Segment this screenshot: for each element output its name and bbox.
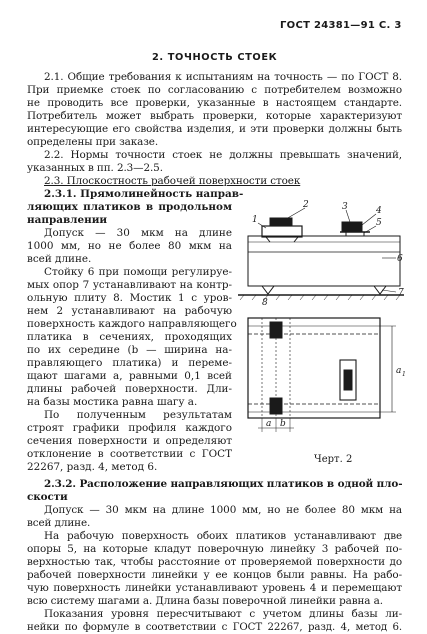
text-line: нем 2 устанавливают на рабочую	[27, 305, 232, 317]
text-line: На рабочую поверхность обоих платиков устанавливают две	[44, 530, 402, 542]
clause-heading: 2.3.2. Расположение направляющих платиков в одной пло-	[44, 478, 403, 490]
text-line: на базы мостика равна шагу a.	[27, 396, 198, 408]
adjustable-support	[374, 286, 386, 294]
text-line: всей длине.	[27, 253, 92, 265]
figure-label-a1: a	[396, 366, 402, 376]
figure-label-6: 6	[397, 254, 403, 264]
text-line: платика в сечениях, проходящих	[27, 331, 232, 343]
figure-label-a1-sub: 1	[402, 371, 406, 378]
level-on-straightedge	[342, 222, 362, 231]
text-line: По полученным результатам	[44, 409, 232, 421]
text-line: по их середине (b — ширина на-	[27, 344, 232, 356]
text-line: отклонение в соответствии с ГОСТ	[27, 448, 232, 460]
stand-body	[248, 236, 400, 286]
text-line: щают шагами a, равными 0,1 всей	[27, 370, 232, 382]
figure-label-2: 2	[303, 200, 309, 210]
figure-label-5: 5	[376, 218, 382, 228]
figure-label-3: 3	[342, 202, 348, 212]
text-line: Допуск — 30 мкм на длине	[44, 227, 232, 239]
bridge-plan	[270, 322, 282, 338]
text-line: указанных в пп. 2.3—2.5.	[27, 162, 163, 174]
bridge-plan	[270, 398, 282, 414]
adjustable-support	[262, 286, 274, 294]
clause-heading: направлении	[27, 214, 108, 226]
text-line: поверхность каждого направляющего	[27, 318, 237, 330]
text-line: мых опор 7 устанавливают на контр-	[27, 279, 232, 291]
text-line: Показания уровня пересчитывают с учетом длины базы ли-	[44, 608, 402, 620]
text-line: 2.2. Нормы точности стоек не должны превышать значений,	[44, 149, 402, 161]
section-title: 2. ТОЧНОСТЬ СТОЕК	[152, 52, 278, 63]
text-line: строят графики профиля каждого	[27, 422, 232, 434]
straightedge-plan	[340, 360, 356, 400]
text-line: ольную плиту 8. Мостик 1 с уров-	[27, 292, 232, 304]
text-line: всей длине.	[27, 517, 91, 529]
figure-label-4: 4	[376, 206, 382, 216]
text-line: всю систему шагами a. Длина базы поверочной линейки равна a.	[27, 595, 383, 607]
text-line: определены при заказе.	[27, 136, 159, 148]
text-line: 22267, разд. 4, метод 6.	[27, 461, 158, 473]
text-line: Стойку 6 при помощи регулируе-	[44, 266, 232, 278]
text-line: интересующие его свойства изделия, и эти проверки должны быть	[27, 123, 402, 135]
level-device	[270, 218, 292, 226]
figure-label-7: 7	[398, 288, 404, 298]
text-line: рабочей поверхности линейки у ее концов были равны. На рабо-	[27, 569, 402, 581]
text-line: не проводить все проверки, указанные в настоящем стандарте.	[27, 97, 402, 109]
figure-label-b: b	[280, 419, 286, 429]
subsection-title: 2.3. Плоскостность рабочей поверхности стоек	[44, 175, 301, 187]
figure-label-1: 1	[252, 215, 258, 225]
text-line: При приемке стоек по согласованию с потребителем возможно	[27, 84, 402, 96]
text-line: длины рабочей поверхности. Дли-	[27, 383, 232, 395]
text-line: правляющего платика) и переме-	[27, 357, 232, 369]
bridge	[262, 226, 302, 237]
text-line: 2.1. Общие требования к испытаниям на точность — по ГОСТ 8.	[44, 71, 402, 83]
clause-heading: ляющих платиков в продольном	[27, 201, 232, 213]
text-line: 1000 мм, но не более 80 мкм на	[27, 240, 232, 252]
clause-heading: скости	[27, 491, 68, 503]
figure-caption: Черт. 2	[314, 454, 353, 465]
text-line: нейки по формуле в соответствии с ГОСТ 22267, разд. 4, метод 6.	[27, 622, 402, 633]
text-line: Допуск — 30 мкм на длине 1000 мм, но не более 80 мкм на	[44, 504, 402, 516]
clause-heading: 2.3.1. Прямолинейность направ-	[44, 188, 244, 200]
text-line: чую поверхность линейки устанавливают уровень 4 и перемещают	[27, 582, 402, 594]
text-line: верхностью так, чтобы расстояние от проверяемой поверхности до	[27, 556, 402, 568]
text-line: Потребитель может выбрать проверки, которые характеризуют	[27, 110, 402, 122]
figure-label-8: 8	[262, 298, 268, 308]
page-header: ГОСТ 24381—91 С. 3	[280, 20, 402, 31]
plan-view	[248, 318, 380, 418]
text-line: сечения поверхности и определяют	[27, 435, 232, 447]
text-line: опоры 5, на которые кладут поверочную линейку 3 рабочей по-	[27, 543, 402, 555]
figure-label-a: a	[266, 419, 272, 429]
